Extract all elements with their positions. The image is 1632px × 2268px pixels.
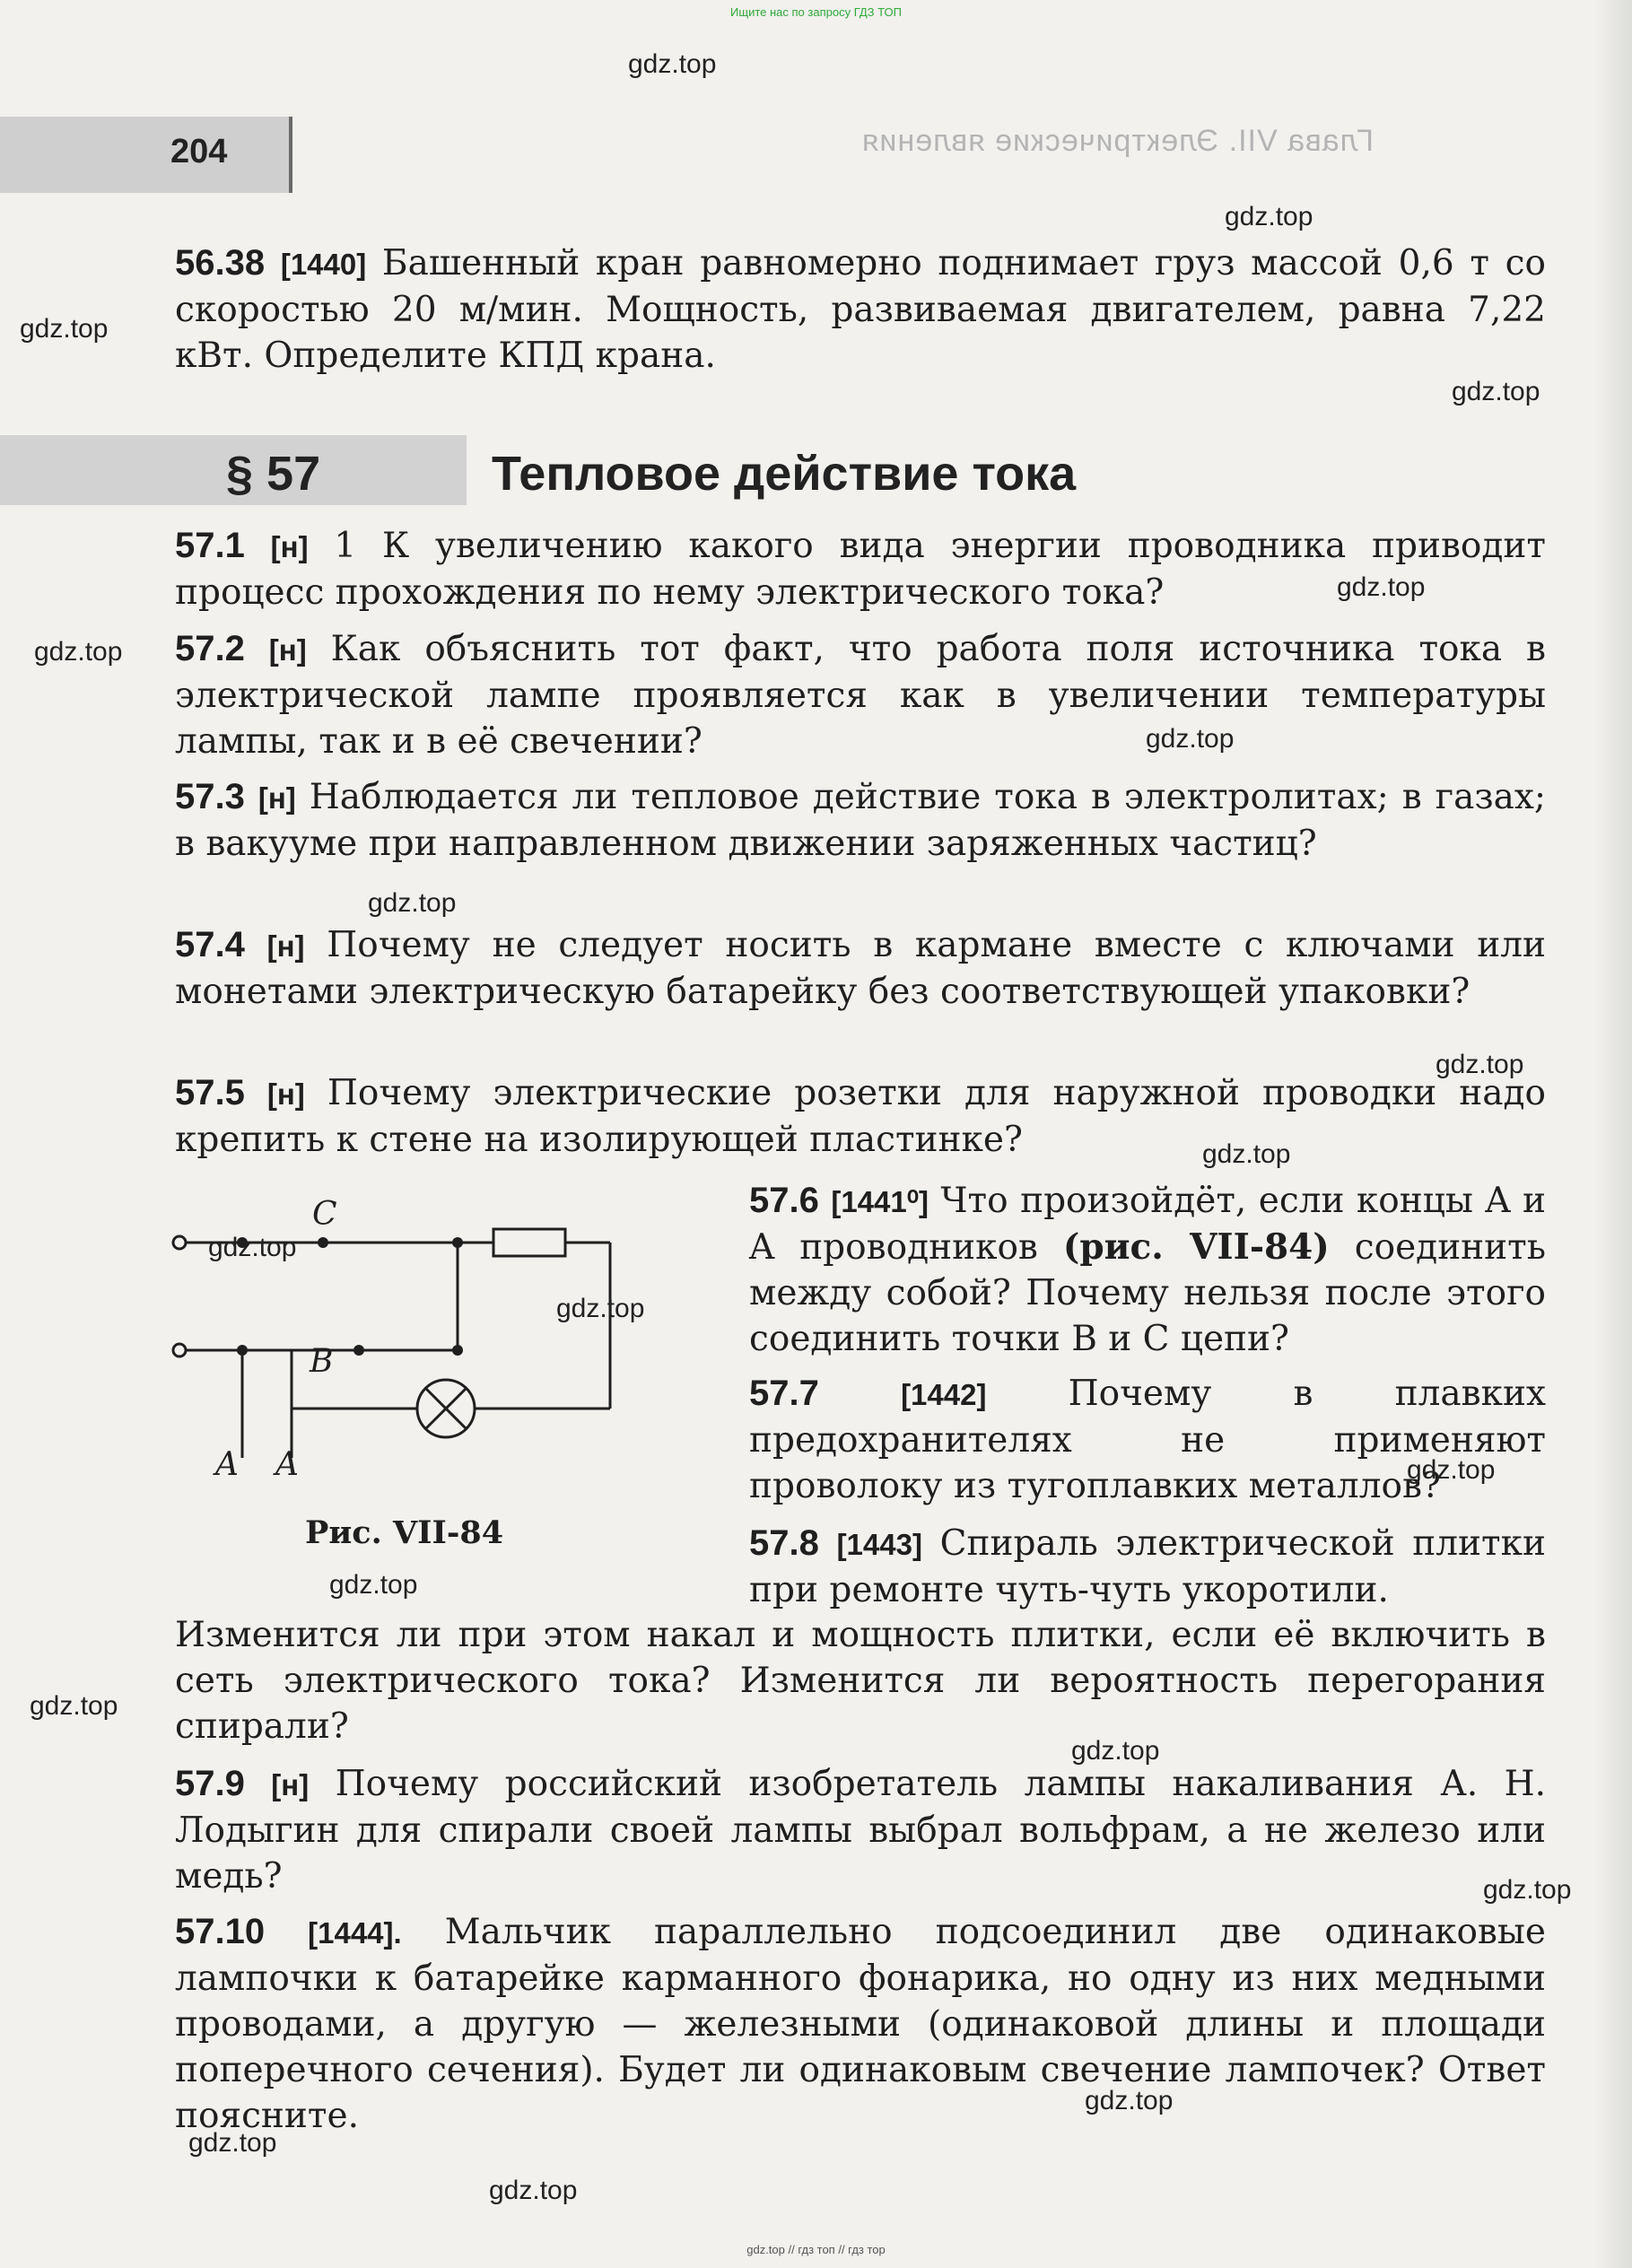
task-text: соединить между собой? Почему нельзя после этого соединить точки B и C цепи? <box>749 1227 1546 1359</box>
task-code: [н] <box>266 929 305 963</box>
task-id: 56.38 <box>175 243 266 283</box>
task-56-38 <box>175 240 1546 379</box>
task-text: Почему в плавких предохранителях не применяют проволоку из тугоплавких металлов? <box>749 1374 1546 1506</box>
task-57-4 <box>175 922 1546 1015</box>
task-text: Мальчик параллельно подсоединил две одинаковые лампочки к батарейке карманного фонарика, но одну из них медными проводами, а другую — железными (одинаковой длины и площади поперечного сечения). Будет ли одинаковым свечение лампочек? Ответ поясните. <box>175 1912 1546 2136</box>
task-code: [н] <box>268 633 307 667</box>
label-b: B <box>310 1343 334 1380</box>
node <box>452 1237 463 1248</box>
task-57-8-continued <box>175 1612 1546 1749</box>
task-id: 57.9 <box>175 1764 245 1803</box>
watermark: gdz.top <box>1085 2086 1174 2115</box>
task-57-5 <box>175 1070 1546 1163</box>
watermark: gdz.top <box>208 1233 297 1262</box>
node <box>452 1345 463 1356</box>
terminal-top-left <box>173 1236 186 1249</box>
bleed-through-header: Глава VII. Электрические явления <box>861 124 1375 158</box>
label-a2: A <box>275 1446 299 1483</box>
watermark: gdz.top <box>489 2176 578 2205</box>
task-id: 57.10 <box>175 1912 266 1951</box>
top-banner: Ищите нас по запросу ГДЗ ТОП <box>730 5 902 19</box>
watermark: gdz.top <box>188 2128 277 2158</box>
task-text: Наблюдается ли тепловое действие тока в электролитах; в газах; в вакууме при направленном движении заряженных частиц? <box>175 777 1546 864</box>
section-number: § 57 <box>226 447 321 501</box>
task-57-10 <box>175 1909 1546 2139</box>
section-title: Тепловое действие тока <box>492 447 1077 501</box>
task-text: Спираль электрической плитки при ремонте чуть-чуть укоротили. <box>749 1523 1546 1610</box>
watermark: gdz.top <box>1483 1875 1572 1905</box>
task-57-9 <box>175 1761 1546 1899</box>
watermark: gdz.top <box>1407 1455 1496 1485</box>
task-text: Что произойдёт, если концы A и A проводников <box>749 1181 1546 1268</box>
task-text: Почему не следует носить в кармане вместе с ключами или монетами электрическую батарейку без соответствующей упаковки? <box>175 925 1547 1012</box>
task-id: 57.5 <box>175 1073 245 1112</box>
watermark: gdz.top <box>368 888 457 918</box>
watermark: gdz.top <box>1225 202 1313 231</box>
page-number: 204 <box>170 133 228 170</box>
task-57-3 <box>175 774 1546 867</box>
terminal-middle-left <box>173 1344 186 1356</box>
task-57-8 <box>749 1521 1546 1613</box>
watermark: gdz.top <box>1146 724 1235 754</box>
bottom-footer: gdz.top // гдз топ // гдз тор <box>746 2243 886 2256</box>
task-text: Как объяснить тот факт, что работа поля источника тока в электрической лампе проявляется как в увеличении температуры лампы, так и в её свечении? <box>175 629 1546 762</box>
watermark: gdz.top <box>628 49 717 79</box>
watermark: gdz.top <box>1452 377 1540 406</box>
task-text: Башенный кран равномерно поднимает груз массой 0,6 т со скоростью 20 м/мин. Мощность, развиваемая двигателем, равна 7,22 кВт. Определите КПД крана. <box>175 243 1546 376</box>
watermark: gdz.top <box>556 1294 645 1323</box>
watermark: gdz.top <box>329 1570 418 1600</box>
task-id: 57.3 <box>175 777 245 816</box>
figure-caption: Рис. VII-84 <box>305 1514 504 1551</box>
watermark: gdz.top <box>34 637 123 667</box>
figure-reference: (рис. VII-84) <box>1062 1226 1330 1268</box>
resistor <box>493 1229 565 1256</box>
task-id: 57.6 <box>749 1181 819 1220</box>
page-edge-shadow <box>1594 0 1632 2268</box>
page-number-tab <box>0 117 292 193</box>
node-b <box>353 1345 364 1356</box>
watermark: gdz.top <box>1071 1736 1160 1766</box>
task-text: Почему электрические розетки для наружной проводки надо крепить к стене на изолирующей пластинке? <box>175 1073 1546 1160</box>
task-code: [н] <box>257 781 296 815</box>
watermark: gdz.top <box>30 1691 118 1721</box>
watermark: gdz.top <box>20 314 109 344</box>
task-id: 57.4 <box>175 925 245 964</box>
node <box>237 1345 248 1356</box>
node-c <box>318 1237 328 1248</box>
task-code: [н] <box>270 530 309 563</box>
watermark: gdz.top <box>1337 572 1426 602</box>
label-a1: A <box>215 1446 239 1483</box>
task-text: Почему российский изобретатель лампы накаливания А. Н. Лодыгин для спирали своей лампы выбрал вольфрам, а не железо или медь? <box>175 1764 1546 1897</box>
task-id: 57.2 <box>175 629 245 668</box>
task-code: [1441⁰] <box>831 1185 929 1218</box>
task-code: [н] <box>271 1768 310 1801</box>
task-57-7 <box>749 1371 1546 1509</box>
task-code: [1444]. <box>308 1916 402 1950</box>
task-57-2 <box>175 626 1546 764</box>
task-code: [1443] <box>836 1528 922 1561</box>
task-text: 1 К увеличению какого вида энергии проводника приводит процесс прохождения по нему электрического тока? <box>175 526 1546 613</box>
task-code: [н] <box>266 1077 305 1111</box>
task-57-6 <box>749 1178 1546 1362</box>
task-id: 57.7 <box>749 1374 819 1413</box>
watermark: gdz.top <box>1202 1139 1291 1169</box>
watermark: gdz.top <box>1436 1050 1524 1079</box>
task-code: [1440] <box>280 248 367 281</box>
task-id: 57.8 <box>749 1523 819 1563</box>
task-code: [1442] <box>901 1378 987 1411</box>
label-c: C <box>312 1196 337 1233</box>
task-id: 57.1 <box>175 526 245 565</box>
task-text: Изменится ли при этом накал и мощность плитки, если её включить в сеть электрического тока? Изменится ли вероятность перегорания спирали? <box>175 1615 1546 1747</box>
